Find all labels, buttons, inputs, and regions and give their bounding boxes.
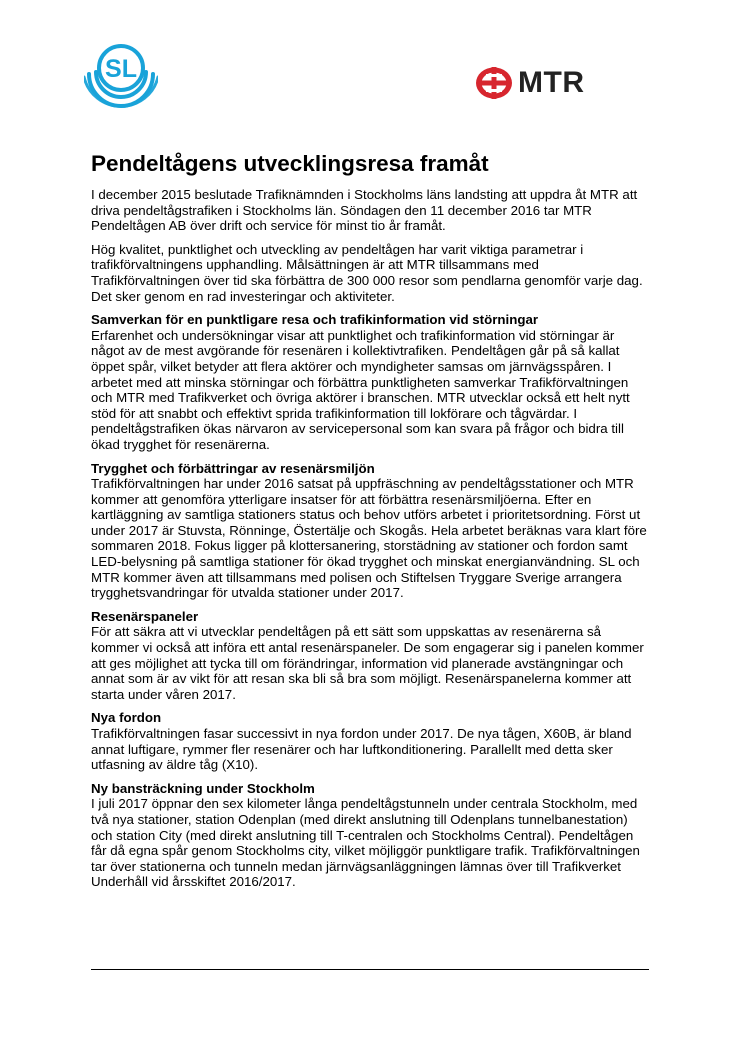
sl-logo-text: SL [105,55,137,83]
section-body: För att säkra att vi utvecklar pendeltågen på ett sätt som uppskattas av resenärerna så kommer vi också att införa ett antal resenärspaneler. De som engagerar sig i panelen kommer att ges möjlighet att tycka till om förändringar, information vid planerade avstängningar och annat som är av vikt för att resan ska bli så bra som möjligt. Resenärspanelerna kommer att starta under våren 2017. [91,624,644,702]
intro-paragraph-1: I december 2015 beslutade Trafiknämnden i Stockholms läns landsting att uppdra åt MTR att driva pendeltågstrafiken i Stockholms län. Söndagen den 11 december 2016 tar MTR Pendeltågen AB över drift och service för minst tio år framåt. [91,187,638,234]
section-heading: Ny bansträckning under Stockholm [91,780,315,796]
intro-paragraph-2: Hög kvalitet, punktlighet och utveckling av pendeltågen har varit viktiga parametrar i trafikförvaltningens upphandling. Målsättningen är att MTR tillsammans med Trafikförvaltningen över tid ska förbättra de 300 000 resor som pendlarna genomför varje dag. Det sker genom en rad investeringar och aktiviteter. [91,241,643,304]
page-title: Pendeltågens utvecklingsresa framåt [91,151,489,176]
section-heading: Nya fordon [91,710,162,726]
footer-divider [91,969,649,970]
section-heading: Resenärspaneler [91,608,199,624]
section-body: Trafikförvaltningen fasar successivt in nya fordon under 2017. De nya tågen, X60B, är bland annat luftigare, rymmer fler resenärer och har luftkonditionering. Parallellt med detta sker utfasning av äldre tåg (X10). [91,726,632,773]
sl-logo [84,38,158,108]
section-body: Trafikförvaltningen har under 2016 satsat på uppfräschning av pendeltågsstationer och MTR kommer att genomföra ytterligare insatser för att förbättra resenärsmiljöerna. Efter en kartläggning av samtliga stationers status och behov utförs arbetet i prioritetsordning. Först ut under 2017 är Stuvsta, Rönninge, Östertälje och Skogås. Hela arbetet beräknas vara klart före sommaren 2018. Fokus ligger på klottersanering, storstädning av stationer och fordon samt LED-belysning på samtliga stationer för ökad trygghet och minskat energianvändning. SL och MTR kommer även att tillsammans med polisen och Stiftelsen Tryggare Sverige arrangera trygghetsvandringar för utvalda stationer under 2017. [91,476,647,601]
mtr-symbol-icon [474,66,514,100]
section-body: I juli 2017 öppnar den sex kilometer långa pendeltågstunneln under centrala Stockholm, med två nya stationer, station Odenplan (med direkt anslutning till Odenplans tunnelbanestation) och station City (med direkt anslutning till T-centralen och Stockholms Central). Pendeltågen får då egna spår genom Stockholms city, vilket möjliggör punktligare trafik. Trafikförvaltningen tar över stationerna och tunneln medan järnvägsanläggningen lämnas över till Trafikverket Underhåll vid årsskiftet 2016/2017. [91,796,640,890]
mtr-logo-text: MTR [518,66,585,99]
section-punktlighet [91,312,651,452]
section-resenarspaneler [91,609,651,703]
mtr-logo [474,66,584,100]
section-body: Erfarenhet och undersökningar visar att punktlighet och trafikinformation vid störningar är något av de mest avgörande för resenären i kollektivtrafiken. Pendeltågen går på så kallat öppet spår, vilket betyder att flera aktörer och myndigheter samsas om järnvägsspåren. I arbetet med att minska störningar och förbättra punktligheten samverkar Trafikförvaltningen och MTR med Trafikverket och övriga aktörer i branschen. MTR utvecklar också ett helt nytt stöd för att snabbt och effektivt sprida trafikinformation till lokförare och tågvärdar. I pendeltågstrafiken ökas närvaron av servicepersonal som kan svara på frågor och bidra till ökad trygghet för resenärerna. [91,327,630,452]
section-heading: Samverkan för en punktligare resa och trafikinformation vid störningar [91,312,539,328]
section-trygghet [91,461,651,601]
section-nya-fordon [91,710,651,772]
section-heading: Trygghet och förbättringar av resenärsmiljön [91,460,375,476]
section-banstrackning [91,781,651,890]
article-body [91,150,651,898]
